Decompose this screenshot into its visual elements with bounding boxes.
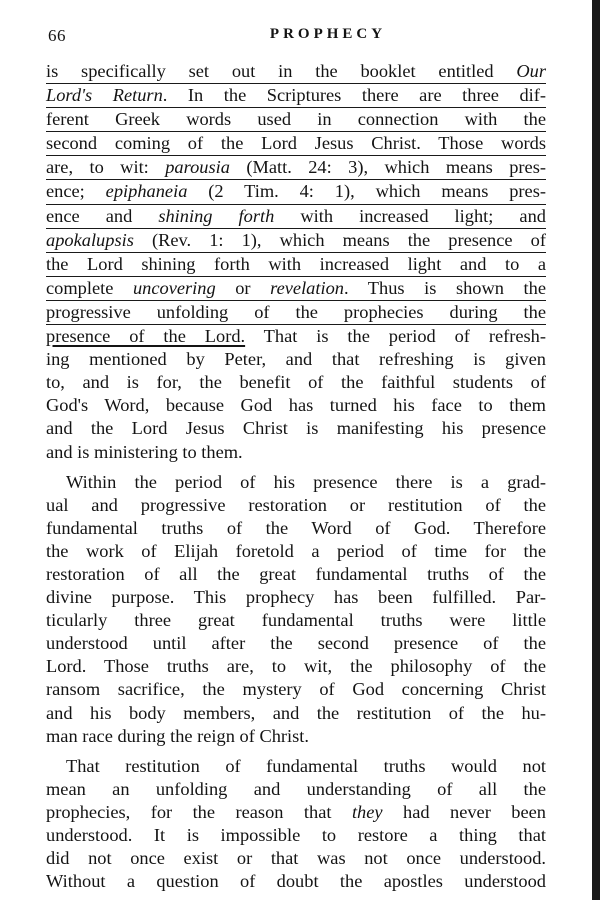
text-line: second coming of the Lord Jesus Christ. Those words — [46, 132, 546, 156]
text-line: and is ministering to them. — [46, 441, 243, 462]
text-line: ual and progressive restoration or restitution of the — [46, 494, 546, 515]
text-line: are, to wit: parousia (Matt. 24: 3), which means pres- — [46, 156, 546, 180]
text-line: complete uncovering or revelation. Thus is shown the — [46, 277, 546, 301]
running-title: PROPHECY — [269, 26, 387, 42]
text-line: ence and shining forth with increased light; and — [46, 205, 546, 229]
text-line: That restitution of fundamental truths would not — [66, 755, 546, 776]
text-line: the work of Elijah foretold a period of time for the — [46, 540, 546, 561]
text-line: understood until after the second presence of the — [46, 633, 546, 654]
text-line: to, and is for, the benefit of the faithful students of — [46, 372, 546, 393]
text-line: progressive unfolding of the prophecies during the — [46, 301, 546, 325]
text-line: is specifically set out in the booklet entitled Our — [46, 60, 546, 84]
text-line: ferent Greek words used in connection with the — [46, 108, 546, 132]
text-line: fundamental truths of the Word of God. Therefore — [46, 517, 546, 538]
page-number: 66 — [48, 26, 66, 45]
body-text — [46, 60, 546, 893]
text-line: apokalupsis (Rev. 1: 1), which means the presence of — [46, 229, 546, 253]
paragraph-2 — [46, 471, 546, 748]
paragraph-1 — [46, 60, 546, 464]
page-header — [48, 26, 560, 50]
text-line: understood. It is impossible to restore a thing that — [46, 825, 546, 845]
text-line: and his body members, and the restitution of the hu- — [46, 702, 546, 723]
text-line: Lord's Return. In the Scriptures there are three dif- — [46, 84, 546, 108]
text-line: and the Lord Jesus Christ is manifesting his presence — [46, 418, 546, 439]
paragraph-3 — [46, 755, 546, 894]
text-line: presence of the Lord. That is the period of refresh- — [46, 326, 546, 347]
text-line: Lord. Those truths are, to wit, the philosophy of the — [46, 656, 546, 677]
text-line: ticularly three great fundamental truths were little — [46, 610, 546, 631]
text-line: restoration of all the great fundamental truths of the — [46, 563, 546, 584]
text-line: ing mentioned by Peter, and that refreshing is given — [46, 349, 546, 370]
text-line: prophecies, for the reason that they had never been — [46, 801, 546, 822]
text-line: divine purpose. This prophecy has been fulfilled. Par- — [46, 587, 546, 608]
text-line: God's Word, because God has turned his face to them — [46, 395, 546, 416]
text-line: man race during the reign of Christ. — [46, 725, 310, 746]
text-line: did not once exist or that was not once understood. — [46, 848, 546, 869]
page-edge-shadow — [592, 0, 600, 900]
text-line: ence; epiphaneia (2 Tim. 4: 1), which means pres- — [46, 180, 546, 204]
text-line: the Lord shining forth with increased light and to a — [46, 253, 546, 277]
text-line: Within the period of his presence there is a grad- — [66, 471, 546, 492]
text-line: Without a question of doubt the apostles understood — [46, 871, 546, 892]
text-line: ransom sacrifice, the mystery of God concerning Christ — [46, 679, 546, 700]
text-line: mean an unfolding and understanding of all the — [46, 778, 546, 799]
